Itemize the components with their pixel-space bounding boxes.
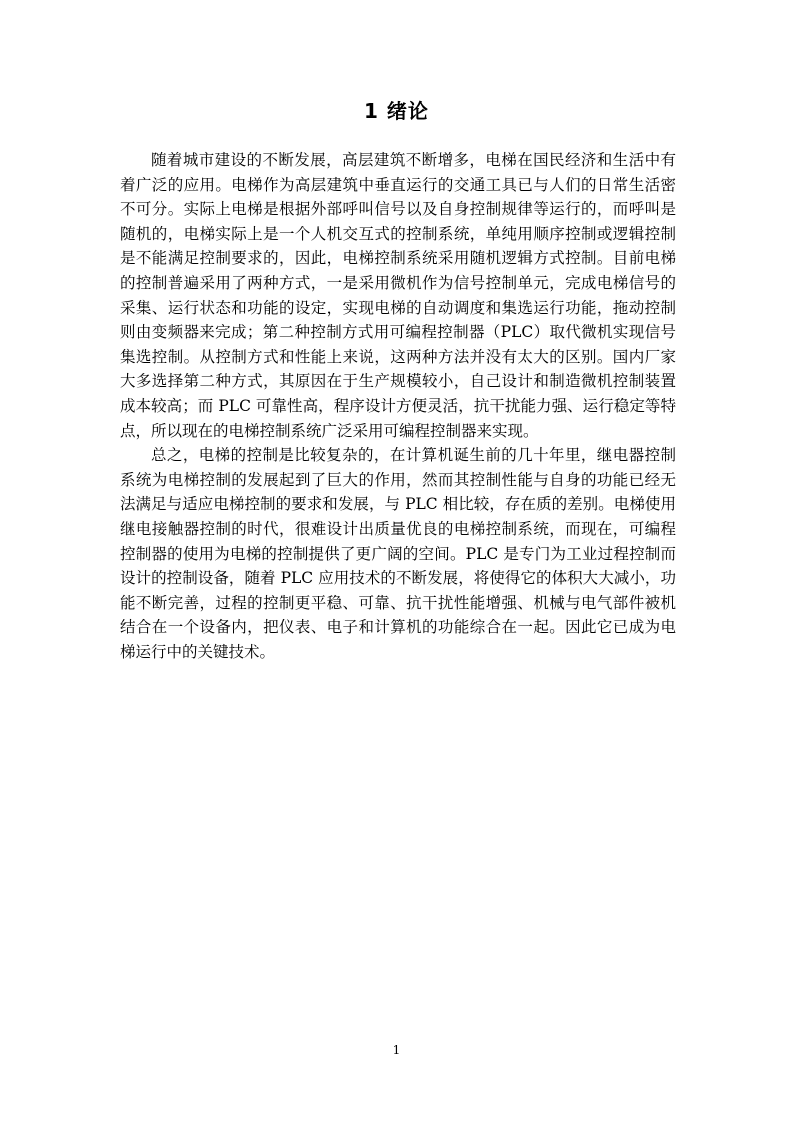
paragraph-2: 总之，电梯的控制是比较复杂的，在计算机诞生前的几十年里，继电器控制系统为电梯控制的发展起到了巨大的作用，然而其控制性能与自身的功能已经无法满足与适应电梯控制的要求和发展，与 PLC 相比较，存在质的差别。电梯使用继电接触器控制的时代，很难设计出质量优良的电梯控制系统，而现在，可编程控制器的使用为电梯的控制提供了更广阔的空间。PLC 是专门为工业过程控制而设计的控制设备，随着 PLC 应用技术的不断发展，将使得它的体积大大减小，功能不断完善，过程的控制更平稳、可靠、抗干扰性能增强、机械与电气部件被机结合在一个设备内，把仪表、电子和计算机的功能综合在一起。因此它已成为电梯运行中的关键技术。 <box>120 446 676 661</box>
paragraph-1: 随着城市建设的不断发展，高层建筑不断增多，电梯在国民经济和生活中有着广泛的应用。电梯作为高层建筑中垂直运行的交通工具已与人们的日常生活密不可分。实际上电梯是根据外部呼叫信号以及自身控制规律等运行的，而呼叫是随机的，电梯实际上是一个人机交互式的控制系统，单纯用顺序控制或逻辑控制是不能满足控制要求的，因此，电梯控制系统采用随机逻辑方式控制。目前电梯的控制普遍采用了两种方式，一是采用微机作为信号控制单元，完成电梯信号的采集、运行状态和功能的设定，实现电梯的自动调度和集选运行功能，拖动控制则由变频器来完成；第二种控制方式用可编程控制器（PLC）取代微机实现信号集选控制。从控制方式和性能上来说，这两种方法并没有太大的区别。国内厂家大多选择第二种方式，其原因在于生产规模较小，自己设计和制造微机控制装置成本较高；而 PLC 可靠性高，程序设计方便灵活，抗干扰能力强、运行稳定等特点，所以现在的电梯控制系统广泛采用可编程控制器来实现。 <box>120 151 676 440</box>
chapter-title: 1 绪论 <box>364 99 429 123</box>
body-text <box>120 148 676 664</box>
page-number: 1 <box>392 1043 401 1057</box>
